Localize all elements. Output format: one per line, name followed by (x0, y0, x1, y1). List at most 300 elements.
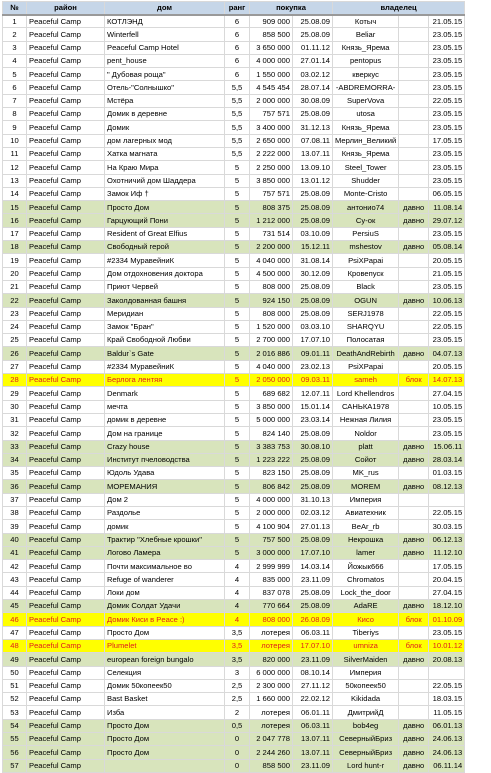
row-price: 1 520 000 (250, 320, 293, 333)
row-district: Peaceful Camp (27, 334, 105, 347)
row-house: Меридиан (105, 307, 225, 320)
row-number: 54 (3, 719, 27, 732)
row-last-visit: 01.03.15 (429, 467, 465, 480)
row-house: Почти максимальное во (105, 560, 225, 573)
row-purchase-date: 14.03.14 (293, 560, 333, 573)
row-owner: platt (333, 440, 399, 453)
row-owner: кверкус (333, 68, 399, 81)
row-purchase-date: 06.03.11 (293, 719, 333, 732)
row-status: давно (399, 241, 429, 254)
table-row (3, 733, 465, 746)
row-number: 32 (3, 427, 27, 440)
row-last-visit: 23.05.15 (429, 121, 465, 134)
row-district: Peaceful Camp (27, 400, 105, 413)
row-district: Peaceful Camp (27, 653, 105, 666)
table-row (3, 294, 465, 307)
row-house: Гарцующий Пони (105, 214, 225, 227)
row-purchase-date: 25.08.09 (293, 307, 333, 320)
row-price: 837 078 (250, 586, 293, 599)
row-number: 5 (3, 68, 27, 81)
row-last-visit: 22.05.15 (429, 679, 465, 692)
row-price: 820 000 (250, 653, 293, 666)
row-district: Peaceful Camp (27, 241, 105, 254)
row-purchase-date: 31.10.13 (293, 493, 333, 506)
row-price: 6 000 000 (250, 666, 293, 679)
row-status: давно (399, 600, 429, 613)
row-purchase-date: 17.07.10 (293, 334, 333, 347)
row-house: Домик в деревне (105, 108, 225, 121)
row-price: 4 500 000 (250, 267, 293, 280)
row-price: 757 571 (250, 187, 293, 200)
row-price: 689 682 (250, 387, 293, 400)
row-house: Crazy house (105, 440, 225, 453)
table-row (3, 613, 465, 626)
row-rank: 5 (225, 187, 250, 200)
header-district: район (27, 2, 105, 15)
row-last-visit: 23.05.15 (429, 68, 465, 81)
row-status: давно (399, 759, 429, 772)
table-row (3, 719, 465, 732)
row-last-visit: 06.05.15 (429, 187, 465, 200)
row-owner: Некрошка (333, 533, 399, 546)
row-price: 731 514 (250, 227, 293, 240)
header-owner: владелец (333, 2, 465, 15)
row-house: #2334 МуравейниК (105, 254, 225, 267)
row-district: Peaceful Camp (27, 413, 105, 426)
row-number: 12 (3, 161, 27, 174)
row-district: Peaceful Camp (27, 174, 105, 187)
row-number: 34 (3, 453, 27, 466)
table-row (3, 493, 465, 506)
row-price: 3 850 000 (250, 174, 293, 187)
row-price: 2 999 999 (250, 560, 293, 573)
row-owner: Shudder (333, 174, 399, 187)
row-last-visit: 29.07.12 (429, 214, 465, 227)
row-house: Институт пчеловодства (105, 453, 225, 466)
row-status: давно (399, 533, 429, 546)
row-district: Peaceful Camp (27, 187, 105, 200)
row-status (399, 227, 429, 240)
table-row (3, 174, 465, 187)
table-row (3, 187, 465, 200)
row-last-visit: 23.05.15 (429, 28, 465, 41)
row-status: давно (399, 733, 429, 746)
row-number: 29 (3, 387, 27, 400)
row-status: давно (399, 347, 429, 360)
row-status (399, 520, 429, 533)
row-last-visit: 20.04.15 (429, 573, 465, 586)
row-house: Baldur`s Gate (105, 347, 225, 360)
row-status (399, 626, 429, 639)
row-district: Peaceful Camp (27, 719, 105, 732)
row-status: блок (399, 613, 429, 626)
row-house: Winterfell (105, 28, 225, 41)
row-status (399, 693, 429, 706)
row-last-visit: 22.05.15 (429, 94, 465, 107)
row-house: Логово Ламера (105, 546, 225, 559)
row-owner: Империя (333, 493, 399, 506)
row-rank: 5 (225, 533, 250, 546)
header-rank: ранг (225, 2, 250, 15)
row-last-visit: 05.08.14 (429, 241, 465, 254)
row-owner: AdaRE (333, 600, 399, 613)
table-row (3, 427, 465, 440)
row-status: давно (399, 201, 429, 214)
row-last-visit: 23.05.15 (429, 81, 465, 94)
row-owner: Chromatos (333, 573, 399, 586)
row-rank: 0,5 (225, 719, 250, 732)
row-purchase-date: 17.07.10 (293, 546, 333, 559)
row-last-visit: 14.07.13 (429, 374, 465, 387)
row-status (399, 15, 429, 28)
row-last-visit: 30.03.15 (429, 520, 465, 533)
row-price: 824 140 (250, 427, 293, 440)
row-number: 20 (3, 267, 27, 280)
row-purchase-date: 25.08.09 (293, 600, 333, 613)
table-row (3, 453, 465, 466)
row-rank: 5 (225, 161, 250, 174)
row-purchase-date: 25.08.09 (293, 28, 333, 41)
row-rank: 5 (225, 320, 250, 333)
row-house: Отель-"Солнышко" (105, 81, 225, 94)
row-house: Изба (105, 706, 225, 719)
row-number: 22 (3, 294, 27, 307)
row-number: 48 (3, 639, 27, 652)
row-number: 35 (3, 467, 27, 480)
row-rank: 4 (225, 600, 250, 613)
row-number: 2 (3, 28, 27, 41)
row-owner: САНЬКА1978 (333, 400, 399, 413)
row-district: Peaceful Camp (27, 586, 105, 599)
row-house: Bast Basket (105, 693, 225, 706)
row-house: Хатка магната (105, 147, 225, 160)
row-last-visit: 23.05.15 (429, 334, 465, 347)
row-district: Peaceful Camp (27, 520, 105, 533)
row-purchase-date: 26.08.09 (293, 613, 333, 626)
row-price: 4 545 454 (250, 81, 293, 94)
table-row (3, 320, 465, 333)
row-last-visit: 22.05.15 (429, 320, 465, 333)
row-house: Просто Дом (105, 733, 225, 746)
row-last-visit: 28.03.14 (429, 453, 465, 466)
row-number: 53 (3, 706, 27, 719)
row-owner: Сойот (333, 453, 399, 466)
row-number: 31 (3, 413, 27, 426)
row-number: 8 (3, 108, 27, 121)
row-purchase-date: 25.08.09 (293, 533, 333, 546)
row-rank: 5,5 (225, 81, 250, 94)
row-house: Дом на границе (105, 427, 225, 440)
row-house (105, 759, 225, 772)
row-purchase-date: 07.08.11 (293, 134, 333, 147)
row-number: 16 (3, 214, 27, 227)
table-row (3, 533, 465, 546)
row-house: Заколдованная башня (105, 294, 225, 307)
row-purchase-date: 23.02.13 (293, 360, 333, 373)
row-last-visit: 21.05.15 (429, 15, 465, 28)
row-price: 909 000 (250, 15, 293, 28)
row-house: Замок Иф † (105, 187, 225, 200)
row-last-visit: 04.07.13 (429, 347, 465, 360)
table-row (3, 679, 465, 692)
row-status (399, 413, 429, 426)
row-status (399, 68, 429, 81)
row-last-visit: 06.12.13 (429, 533, 465, 546)
table-row (3, 54, 465, 67)
row-status (399, 81, 429, 94)
row-number: 45 (3, 600, 27, 613)
row-number: 13 (3, 174, 27, 187)
row-last-visit: 23.05.15 (429, 147, 465, 160)
row-status (399, 41, 429, 54)
row-rank: 6 (225, 68, 250, 81)
row-house: На Краю Мира (105, 161, 225, 174)
row-number: 40 (3, 533, 27, 546)
row-purchase-date: 25.08.09 (293, 453, 333, 466)
row-number: 1 (3, 15, 27, 28)
row-last-visit: 23.05.15 (429, 413, 465, 426)
row-purchase-date: 25.08.09 (293, 586, 333, 599)
row-rank: 0 (225, 746, 250, 759)
row-owner: Noldor (333, 427, 399, 440)
row-last-visit: 23.05.15 (429, 626, 465, 639)
row-owner: Lock_the_door (333, 586, 399, 599)
row-rank: 5 (225, 280, 250, 293)
row-purchase-date: 27.01.14 (293, 54, 333, 67)
table-row (3, 666, 465, 679)
row-rank: 5 (225, 254, 250, 267)
table-row (3, 267, 465, 280)
row-number: 50 (3, 666, 27, 679)
row-status: блок (399, 374, 429, 387)
row-number: 46 (3, 613, 27, 626)
row-rank: 2 (225, 706, 250, 719)
table-row (3, 68, 465, 81)
row-price: 757 571 (250, 108, 293, 121)
row-house: Просто Дом (105, 201, 225, 214)
row-number: 25 (3, 334, 27, 347)
row-district: Peaceful Camp (27, 94, 105, 107)
row-district: Peaceful Camp (27, 280, 105, 293)
row-rank: 5 (225, 467, 250, 480)
row-last-visit: 17.05.15 (429, 134, 465, 147)
row-owner: DeathAndRebirth (333, 347, 399, 360)
row-purchase-date: 02.03.12 (293, 506, 333, 519)
row-price: лотерея (250, 626, 293, 639)
row-price: 924 150 (250, 294, 293, 307)
table-body (3, 15, 465, 773)
row-status: блок (399, 639, 429, 652)
row-price: 2 000 000 (250, 94, 293, 107)
header-number: № (3, 2, 27, 15)
row-status (399, 121, 429, 134)
row-last-visit: 22.05.15 (429, 506, 465, 519)
row-rank: 5,5 (225, 134, 250, 147)
row-price: 4 000 000 (250, 54, 293, 67)
row-house: Домик 50копеек50 (105, 679, 225, 692)
row-price: 3 000 000 (250, 546, 293, 559)
row-rank: 4 (225, 573, 250, 586)
row-house: Домик (105, 121, 225, 134)
row-district: Peaceful Camp (27, 294, 105, 307)
row-purchase-date: 25.08.09 (293, 201, 333, 214)
row-house: Просто Дом (105, 626, 225, 639)
row-last-visit: 27.04.15 (429, 387, 465, 400)
row-status (399, 427, 429, 440)
row-price: 823 150 (250, 467, 293, 480)
row-district: Peaceful Camp (27, 214, 105, 227)
row-purchase-date: 17.07.10 (293, 639, 333, 652)
table-row (3, 81, 465, 94)
row-district: Peaceful Camp (27, 201, 105, 214)
row-owner: umniza (333, 639, 399, 652)
row-price: 2 300 000 (250, 679, 293, 692)
row-status (399, 94, 429, 107)
row-rank: 2,5 (225, 693, 250, 706)
table-row (3, 586, 465, 599)
table-row (3, 560, 465, 573)
row-purchase-date: 22.02.12 (293, 693, 333, 706)
row-status (399, 666, 429, 679)
row-owner: utosa (333, 108, 399, 121)
row-district: Peaceful Camp (27, 626, 105, 639)
row-number: 15 (3, 201, 27, 214)
row-last-visit: 15.06.11 (429, 440, 465, 453)
row-price: лотерея (250, 706, 293, 719)
row-rank: 5 (225, 546, 250, 559)
row-district: Peaceful Camp (27, 360, 105, 373)
row-rank: 5 (225, 174, 250, 187)
row-owner: Авиатехник (333, 506, 399, 519)
row-status (399, 560, 429, 573)
row-rank: 5 (225, 267, 250, 280)
row-house: Свободный герой (105, 241, 225, 254)
row-owner: Кровепуск (333, 267, 399, 280)
row-price: 808 000 (250, 307, 293, 320)
row-last-visit: 18.12.10 (429, 600, 465, 613)
row-price: 835 000 (250, 573, 293, 586)
row-last-visit: 23.05.15 (429, 108, 465, 121)
row-status (399, 320, 429, 333)
row-last-visit: 17.05.15 (429, 560, 465, 573)
row-district: Peaceful Camp (27, 639, 105, 652)
row-price: 4 100 904 (250, 520, 293, 533)
row-house: Локи дом (105, 586, 225, 599)
row-number: 42 (3, 560, 27, 573)
row-purchase-date: 13.07.11 (293, 733, 333, 746)
row-number: 44 (3, 586, 27, 599)
row-purchase-date: 23.11.09 (293, 759, 333, 772)
row-price: 2 016 886 (250, 347, 293, 360)
row-house: Охотничий дом Шаддера (105, 174, 225, 187)
row-owner: Князь_Ярема (333, 121, 399, 134)
table-row (3, 626, 465, 639)
row-purchase-date: 12.07.11 (293, 387, 333, 400)
row-purchase-date: 25.08.09 (293, 214, 333, 227)
row-district: Peaceful Camp (27, 453, 105, 466)
row-house: Раздолье (105, 506, 225, 519)
row-rank: 6 (225, 54, 250, 67)
table-row (3, 400, 465, 413)
row-owner: ДмитрийД (333, 706, 399, 719)
row-number: 41 (3, 546, 27, 559)
row-status: давно (399, 546, 429, 559)
header-purchase: покупка (250, 2, 333, 15)
row-status (399, 573, 429, 586)
table-row (3, 241, 465, 254)
table-row (3, 94, 465, 107)
row-house: Домик Киси в Peace :) (105, 613, 225, 626)
row-status (399, 28, 429, 41)
row-last-visit: 11.12.10 (429, 546, 465, 559)
row-purchase-date: 13.07.11 (293, 147, 333, 160)
row-purchase-date: 28.07.14 (293, 81, 333, 94)
row-house: Край Свободной Любви (105, 334, 225, 347)
row-status (399, 506, 429, 519)
row-district: Peaceful Camp (27, 546, 105, 559)
row-last-visit (429, 666, 465, 679)
row-price: 2 200 000 (250, 241, 293, 254)
table-row (3, 374, 465, 387)
row-last-visit: 20.08.13 (429, 653, 465, 666)
table-row (3, 387, 465, 400)
row-house: Дом отдохновения доктора (105, 267, 225, 280)
row-house: Приют Червей (105, 280, 225, 293)
row-last-visit: 22.05.15 (429, 307, 465, 320)
row-number: 24 (3, 320, 27, 333)
row-status (399, 147, 429, 160)
row-house: Refuge of wanderer (105, 573, 225, 586)
row-last-visit: 23.05.15 (429, 227, 465, 240)
row-last-visit: 24.06.13 (429, 733, 465, 746)
row-rank: 5 (225, 347, 250, 360)
row-district: Peaceful Camp (27, 161, 105, 174)
row-rank: 5 (225, 520, 250, 533)
row-purchase-date: 03.02.12 (293, 68, 333, 81)
row-price: 757 500 (250, 533, 293, 546)
row-last-visit: 23.05.15 (429, 54, 465, 67)
row-owner: SuperVova (333, 94, 399, 107)
table-row (3, 121, 465, 134)
row-price: лотерея (250, 639, 293, 652)
row-last-visit: 10.05.15 (429, 400, 465, 413)
row-district: Peaceful Camp (27, 227, 105, 240)
row-owner: mshestov (333, 241, 399, 254)
row-house: Дом 2 (105, 493, 225, 506)
row-last-visit: 10.06.13 (429, 294, 465, 307)
table-row (3, 161, 465, 174)
row-rank: 3,5 (225, 626, 250, 639)
row-owner: Beliar (333, 28, 399, 41)
table-row (3, 108, 465, 121)
row-rank: 0 (225, 733, 250, 746)
table-header (3, 2, 465, 15)
row-district: Peaceful Camp (27, 733, 105, 746)
row-district: Peaceful Camp (27, 706, 105, 719)
row-owner: MK_rus (333, 467, 399, 480)
row-status (399, 174, 429, 187)
row-number: 33 (3, 440, 27, 453)
row-purchase-date: 25.08.09 (293, 480, 333, 493)
row-number: 17 (3, 227, 27, 240)
row-price: 1 212 000 (250, 214, 293, 227)
row-price: 2 250 000 (250, 161, 293, 174)
row-purchase-date: 13.07.11 (293, 746, 333, 759)
row-owner: Йожык666 (333, 560, 399, 573)
row-rank: 3,5 (225, 653, 250, 666)
row-number: 10 (3, 134, 27, 147)
row-purchase-date: 15.01.14 (293, 400, 333, 413)
